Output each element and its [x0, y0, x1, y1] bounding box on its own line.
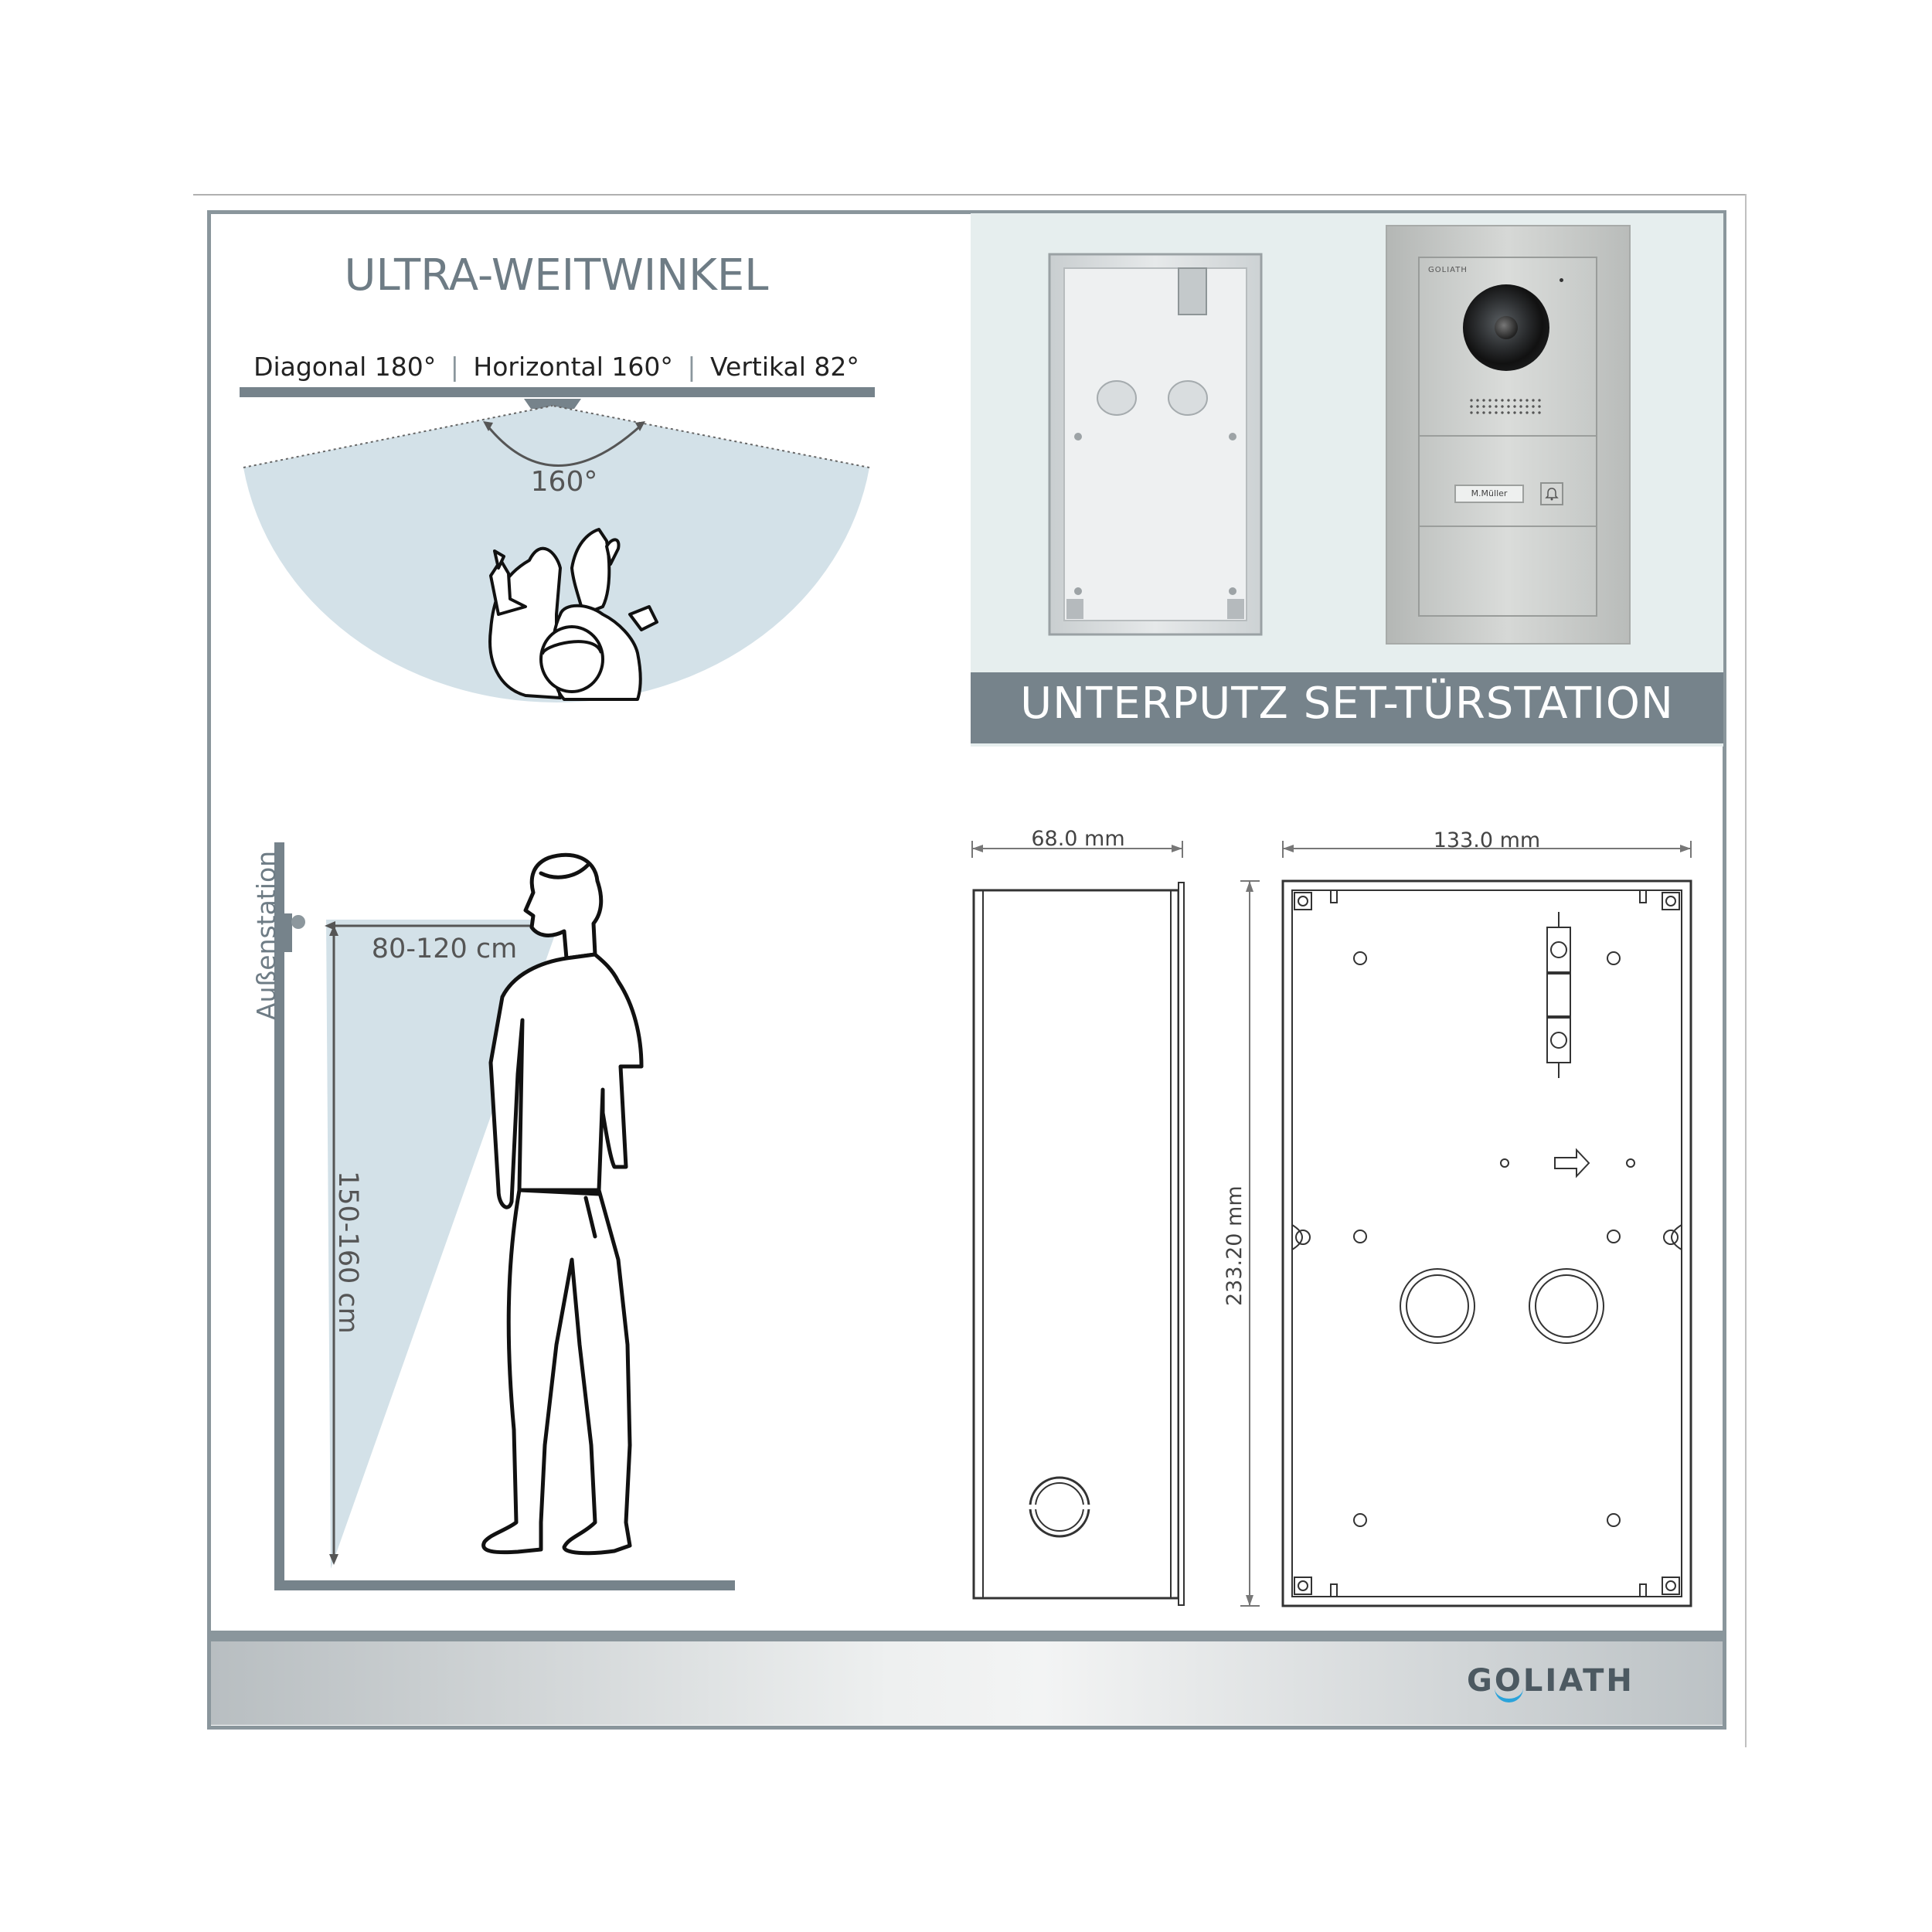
speaker-grille — [1468, 397, 1543, 414]
wide-angle-specs — [247, 352, 866, 382]
logo-o: O — [1495, 1663, 1523, 1702]
field-of-view-diagram — [232, 383, 889, 738]
flush-box-photo — [1047, 251, 1264, 638]
depth-dimension-label: 68.0 mm — [1031, 827, 1125, 851]
height-label: 150-160 cm — [332, 1171, 363, 1334]
logo-prefix: G — [1467, 1663, 1495, 1699]
outdoor-station-label: Außenstation — [251, 850, 281, 1020]
logo-suffix: LIATH — [1522, 1663, 1634, 1699]
spec-diagonal: Diagonal 180° — [253, 352, 437, 382]
right-rule — [1745, 194, 1747, 1747]
spec-horizontal: Horizontal 160° — [473, 352, 673, 382]
technical-drawing — [966, 819, 1708, 1623]
width-dimension-label: 133.0 mm — [1433, 828, 1541, 852]
top-rule — [193, 194, 1747, 196]
camera-lens-center — [1495, 316, 1518, 339]
goliath-logo — [1467, 1663, 1634, 1699]
name-plate: M.Müller — [1454, 485, 1524, 503]
distance-label: 80-120 cm — [371, 934, 518, 964]
wide-angle-title: ULTRA-WEITWINKEL — [344, 250, 769, 301]
angle-label: 160° — [530, 466, 598, 498]
height-dimension-label: 233.20 mm — [1223, 1185, 1247, 1306]
station-brand-mark: GOLIATH — [1428, 266, 1468, 274]
bell-icon — [1544, 486, 1560, 502]
spec-separator: | — [450, 352, 459, 382]
product-banner-title: UNTERPUTZ SET-TÜRSTATION — [1020, 679, 1674, 729]
spec-separator: | — [687, 352, 696, 382]
faceplate-divider-2 — [1420, 526, 1596, 527]
faceplate-divider-1 — [1420, 435, 1596, 437]
indicator-dot — [1560, 278, 1563, 282]
spec-vertical: Vertikal 82° — [710, 352, 859, 382]
